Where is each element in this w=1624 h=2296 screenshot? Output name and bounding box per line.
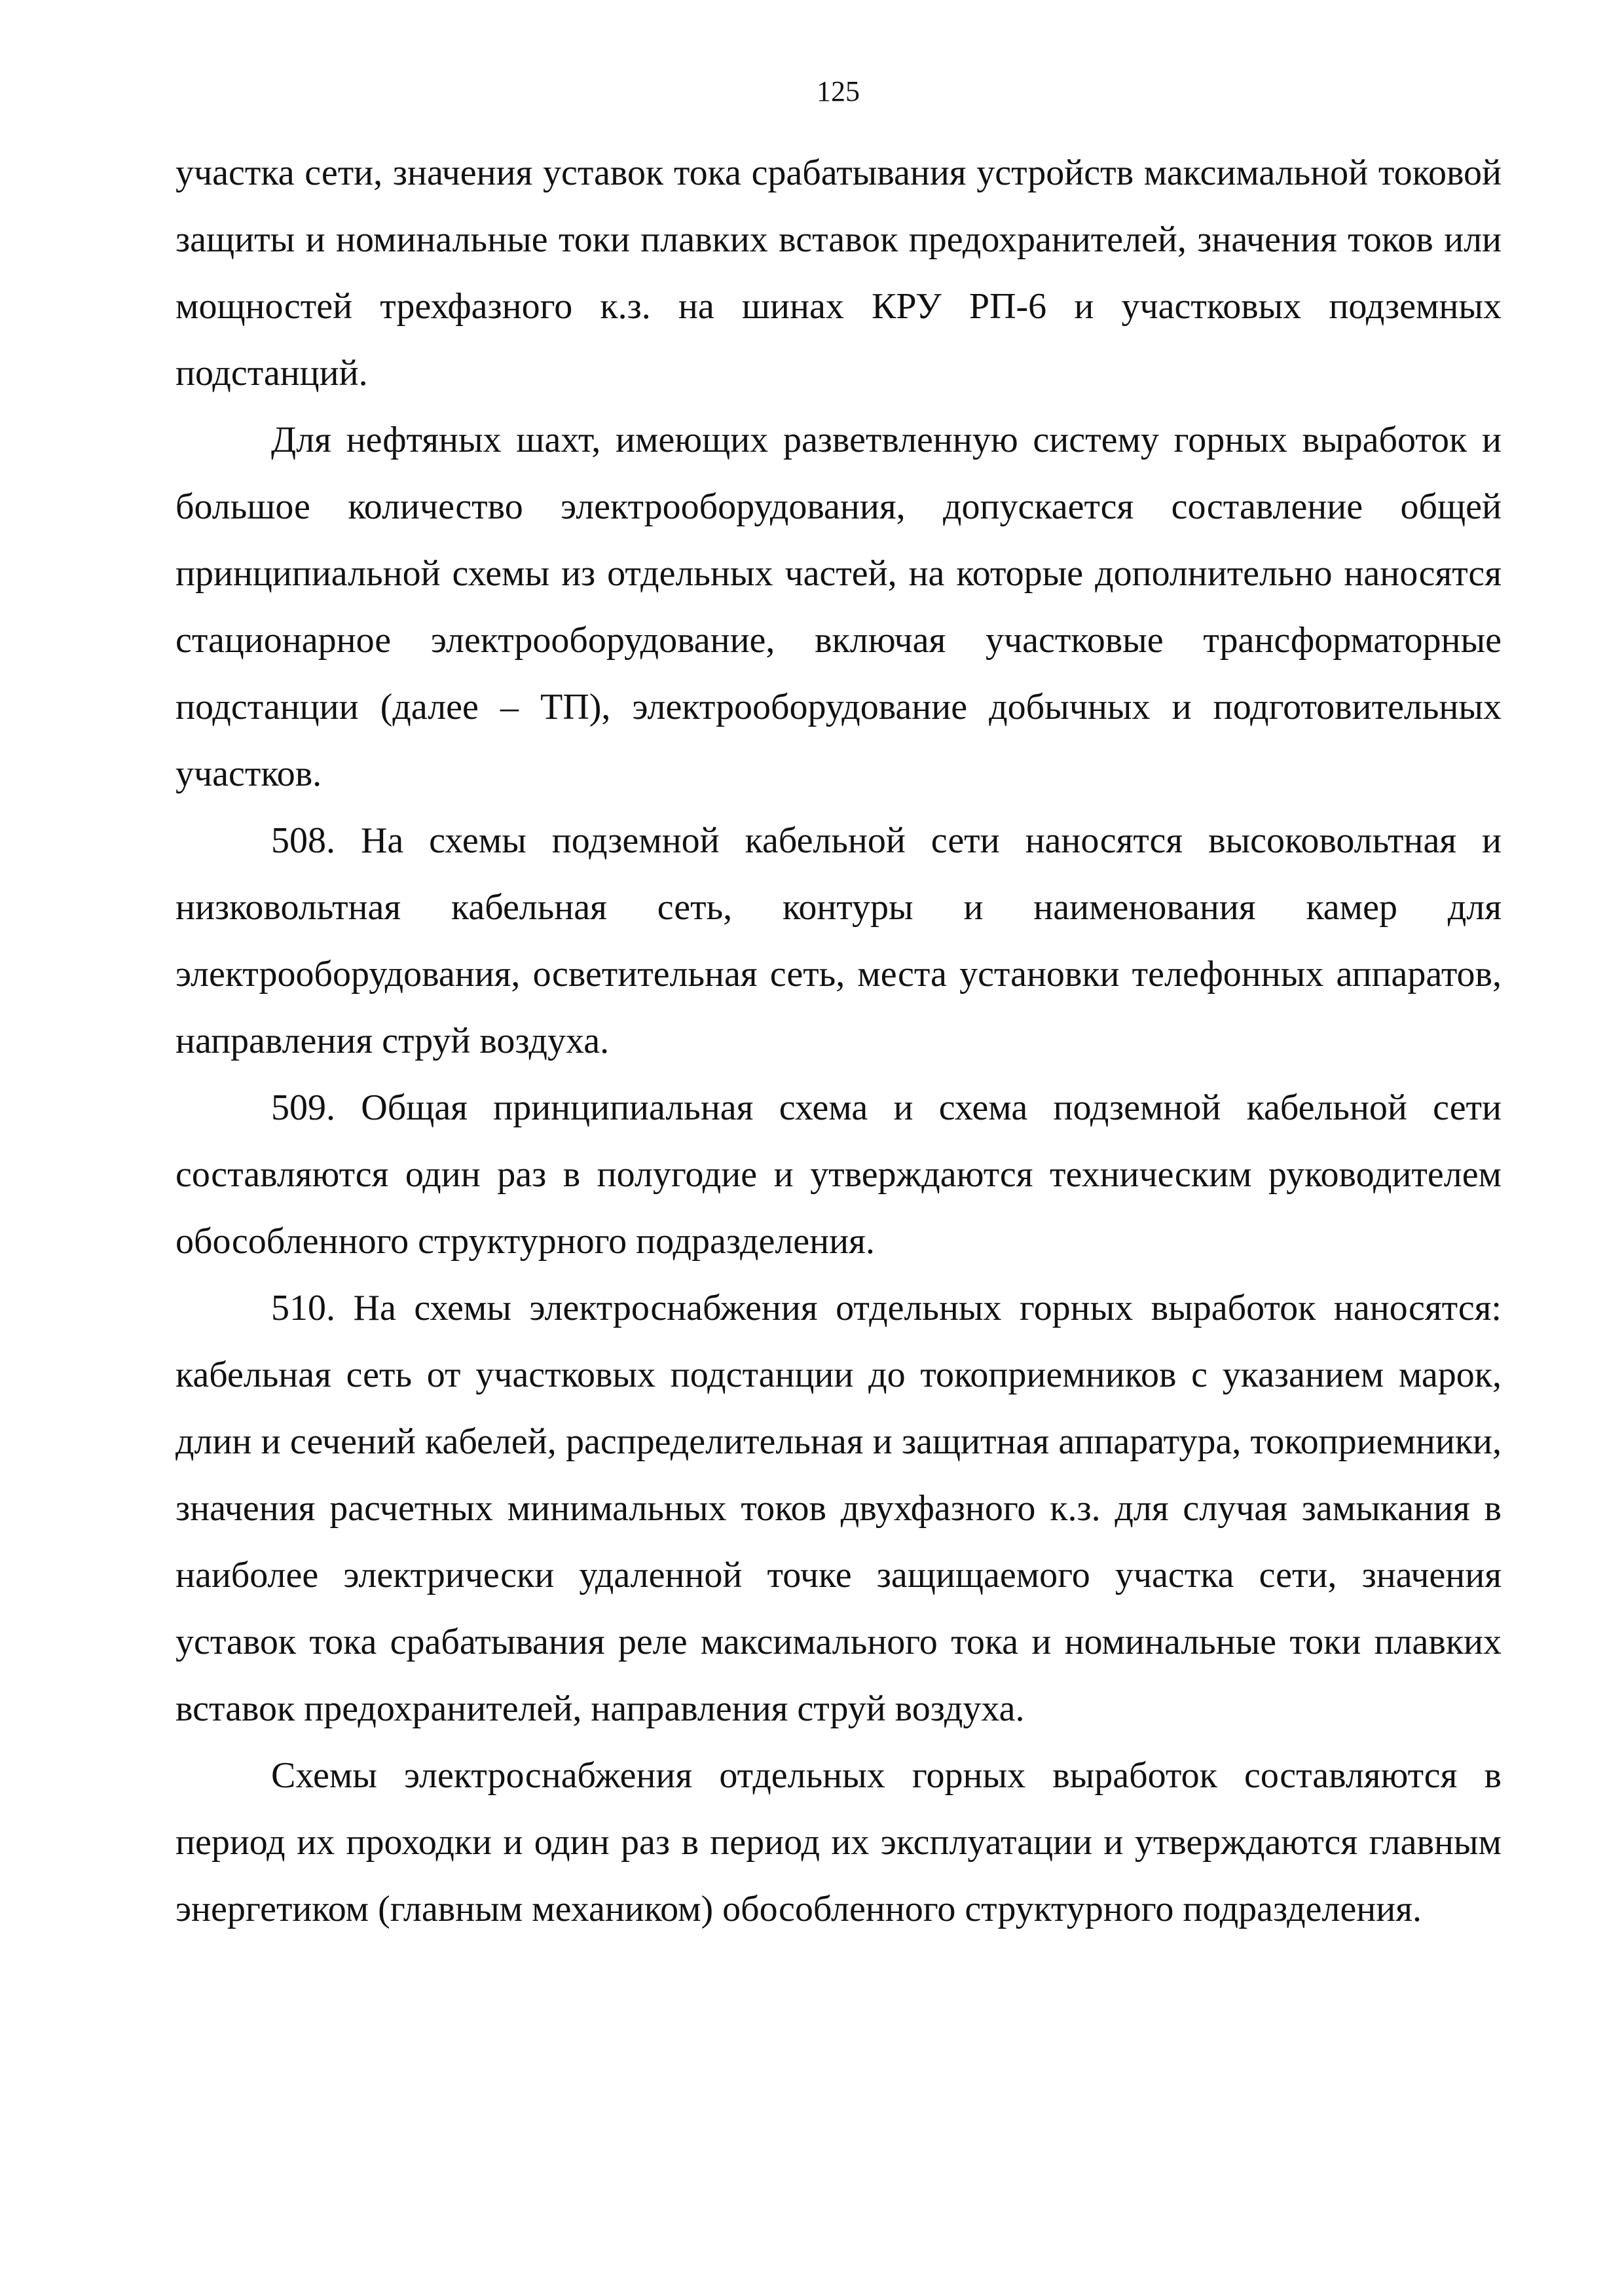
body-text xyxy=(175,139,1502,1942)
paragraph-510: 510. На схемы электроснабжения отдельных горных выработок наносятся: кабельная сеть от участковых подстанции до токоприемников с указанием марок, длин и сечений кабелей, распределительная и защитная аппаратура, токоприемники, значения расчетных минимальных токов двухфазного к.з. для случая замыкания в наиболее электрически удаленной точке защищаемого участка сети, значения уставок тока срабатывания реле максимального тока и номинальные токи плавких вставок предохранителей, направления струй воздуха. xyxy=(175,1288,1502,1729)
paragraph-509: 509. Общая принципиальная схема и схема подземной кабельной сети составляются один раз в полугодие и утверждаются техническим руководителем обособленного структурного подразделения. xyxy=(175,1087,1502,1262)
page-number: 125 xyxy=(817,75,860,107)
paragraph-schemes-approval: Схемы электроснабжения отдельных горных выработок составляются в период их проходки и один раз в период их эксплуатации и утверждаются главным энергетиком (главным механиком) обособленного структурного подразделения. xyxy=(175,1755,1502,1929)
paragraph-continuation: участка сети, значения уставок тока срабатывания устройств максимальной токовой защиты и номинальные токи плавких вставок предохранителей, значения токов или мощностей трехфазного к.з. на шинах КРУ РП-6 и участковых подземных подстанций. xyxy=(175,153,1502,393)
paragraph-508: 508. На схемы подземной кабельной сети наносятся высоковольтная и низковольтная кабельная сеть, контуры и наименования камер для электрооборудования, осветительная сеть, места установки телефонных аппаратов, направления струй воздуха. xyxy=(175,820,1502,1061)
paragraph-oil-mines: Для нефтяных шахт, имеющих разветвленную систему горных выработок и большое количество электрооборудования, допускается составление общей принципиальной схемы из отдельных частей, на которые дополнительно наносятся стационарное электрооборудование, включая участковые трансформаторные подстанции (далее – ТП), электрооборудование добычных и подготовительных участков. xyxy=(175,420,1502,794)
